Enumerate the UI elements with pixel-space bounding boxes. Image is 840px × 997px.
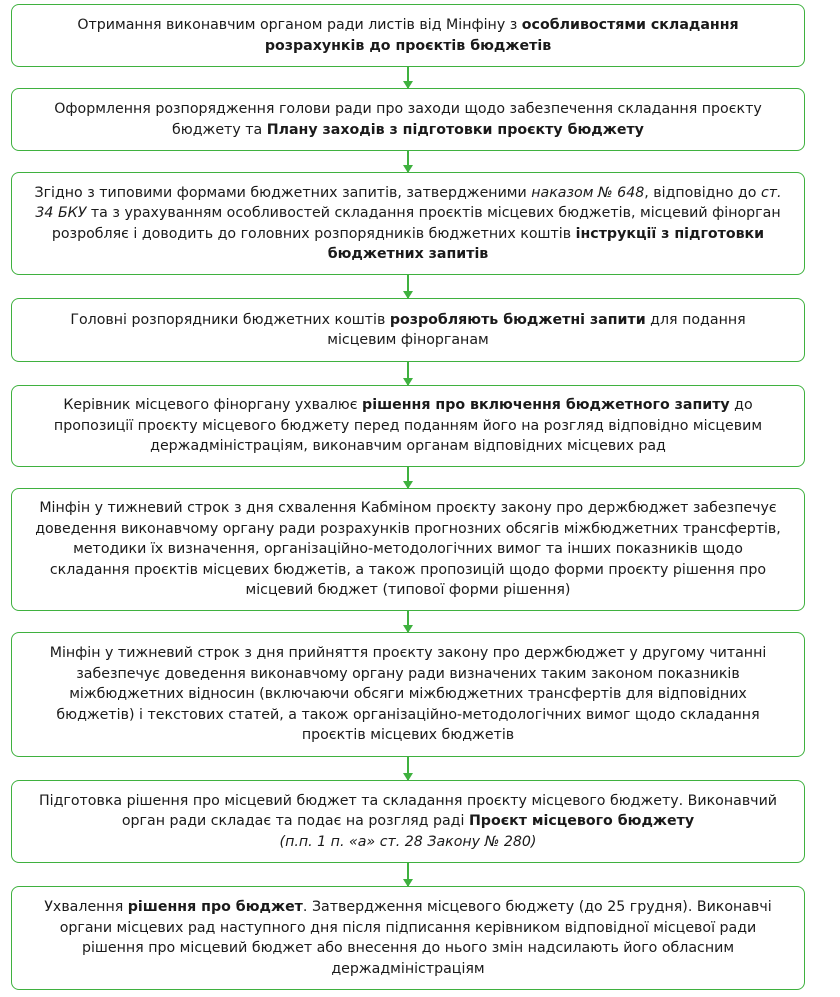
arrow-2-3 (407, 151, 409, 172)
step-3-text-a: Згідно з типовими формами бюджетних запитів, затвердженими (34, 184, 532, 201)
step-8-box (11, 780, 805, 863)
step-3-text-c: , відповідно до (644, 184, 761, 201)
step-6-box (11, 488, 805, 611)
arrow-8-9 (407, 863, 409, 886)
step-7-text: Мінфін у тижневий строк з дня прийняття проєкту закону про держбюджет у другому читанні забезпечує доведення виконавчому органу ради визначених таким законом показників міжбюджетних відносин (включаючи обсяги міжбюджетних трансфертів для відповідних бюджетів) і текстових статей, а також організаційно-методологічних вимог щодо складання проєктів місцевих бюджетів (49, 645, 767, 744)
step-2-text: Оформлення розпорядження голови ради про заходи щодо забезпечення складання проєкту бюджету та (54, 101, 762, 138)
step-1-bold: особливостями складання розрахунків до проєктів бюджетів (264, 17, 739, 54)
step-5-box (11, 385, 805, 467)
step-9-text-a: Ухвалення (44, 899, 128, 915)
step-8-text-a: Підготовка рішення про місцевий бюджет та складання проєкту місцевого бюджету. Виконавчий орган ради складає та подає на розгляд раді (38, 792, 778, 830)
arrow-3-4 (407, 275, 409, 298)
step-3-text-d: та з урахуванням особливостей складання проєктів місцевих бюджетів, місцевий фінорган розробляє і доводить до головних розпорядників бюджетних коштів (51, 205, 781, 242)
step-3-bold: інструкції з підготовки бюджетних запитів (327, 225, 765, 262)
step-8-legal-ref: (п.п. 1 п. «а» ст. 28 Закону № 280) (279, 833, 537, 850)
step-5-text-a: Керівник місцевого фіноргану ухвалює (63, 397, 363, 414)
step-1-text: Отримання виконавчим органом ради листів від Мінфіну з (77, 17, 522, 33)
arrow-7-8 (407, 757, 409, 780)
step-7-box (11, 632, 805, 757)
step-3-ref-article: ст. 34 БКУ (35, 184, 782, 221)
step-1-box (11, 4, 805, 67)
step-8-bold: Проєкт місцевого бюджету (468, 813, 695, 830)
step-9-box (11, 886, 805, 990)
arrow-1-2 (407, 67, 409, 88)
step-9-text-c: . Затвердження місцевого бюджету (до 25 грудня). Виконавчі органи місцевих рад наступного дня після підписання керівником відповідної місцевої ради рішення про місцевий бюджет або внесення до нього змін надсилають його обласним держадміністраціям (59, 899, 772, 977)
step-4-bold: розробляють бюджетні запити (389, 311, 646, 328)
step-6-text: Мінфін у тижневий строк з дня схвалення Кабміном проєкту закону про держбюджет забезпечує доведення виконавчому органу ради розрахунків прогнозних обсягів міжбюджетних трансфертів, методики їх визначення, організаційно-методологічних вимог та інших показників щодо складання проєктів місцевих бюджетів, а також пропозицій щодо форми проєкту рішення про місцевий бюджет (типової форми рішення) (35, 500, 781, 599)
step-5-bold: рішення про включення бюджетного запиту (362, 397, 730, 414)
step-5-text-c: до пропозиції проєкту місцевого бюджету перед поданням його на розгляд відповідно місцевим держадміністраціям, виконавчим органам відповідних місцевих рад (53, 397, 763, 455)
step-3-box (11, 172, 805, 275)
step-4-box (11, 298, 805, 362)
step-9-bold: рішення про бюджет (127, 899, 303, 915)
step-2-bold: Плану заходів з підготовки проєкту бюджету (266, 121, 644, 138)
arrow-5-6 (407, 467, 409, 488)
step-3-ref-order: наказом № 648 (531, 184, 645, 201)
step-4-text-a: Головні розпорядники бюджетних коштів (70, 311, 390, 328)
step-2-box (11, 88, 805, 151)
arrow-6-7 (407, 611, 409, 632)
arrow-4-5 (407, 362, 409, 385)
step-4-text-c: для подання місцевим фінорганам (327, 311, 746, 348)
